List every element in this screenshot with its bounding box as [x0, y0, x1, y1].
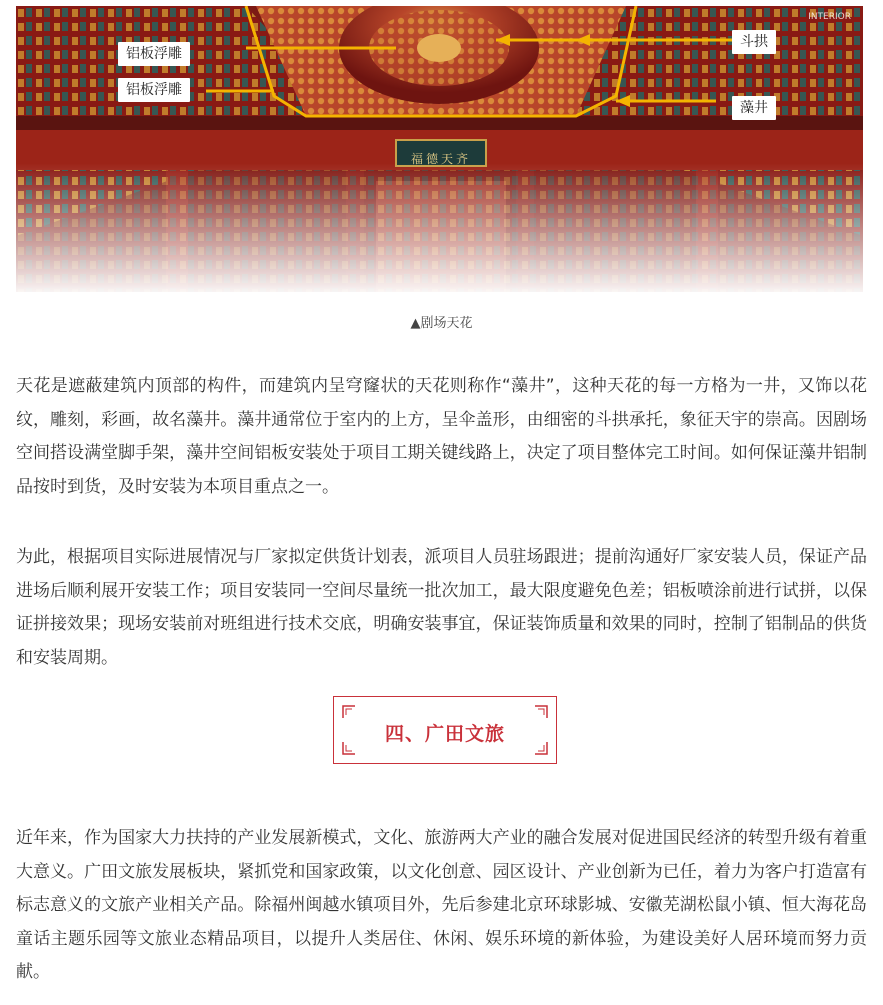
section-heading-box: [333, 696, 557, 764]
corner-ornament-icon: [534, 705, 548, 719]
callout-bracket-set: 斗拱: [732, 30, 776, 54]
callout-aluminum-relief-upper: 铝板浮雕: [118, 42, 190, 66]
paragraph-cultural-tourism: 近年来，作为国家大力扶持的产业发展新模式，文化、旅游两大产业的融合发展对促进国民经济的转型升级有着重大意义。广田文旅发展板块，紧抓党和国家政策，以文化创意、园区设计、产业创新为已任，着力为客户打造富有标志意义的文旅产业相关产品。除福州闽越水镇项目外，先后参建北京环球影城、安徽芜湖松鼠小镇、恒大海花岛童话主题乐园等文旅业态精品项目，以提升人类居住、休闲、娱乐环境的新体验，为建设美好人居环境而努力贡献。: [16, 828, 867, 983]
paragraph-supply-plan: 为此，根据项目实际进展情况与厂家拟定供货计划表，派项目人员驻场跟进；提前沟通好厂家安装人员，保证产品进场后顺利展开安装工作；项目安装同一空间尽量统一批次加工，最大限度避免色差；铝板喷涂前进行试拼，以保证拼接效果；现场安装前对班组进行技术交底，明确安装事宜，保证装饰质量和效果的同时，控制了铝制品的供货和安装周期。: [16, 547, 867, 668]
callout-caisson: 藻井: [732, 96, 776, 120]
stage-plaque: 福德天齐: [410, 152, 471, 166]
corner-ornament-icon: [342, 705, 356, 719]
callout-aluminum-relief-lower: 铝板浮雕: [118, 78, 190, 102]
theater-ceiling-photo: [16, 6, 863, 292]
photo-watermark: INTERIOR: [808, 12, 851, 22]
section-title: 四、广田文旅: [384, 723, 505, 745]
photo-caption: ▲剧场天花: [410, 316, 473, 331]
paragraph-ceiling: 天花是遮蔽建筑内顶部的构件，而建筑内呈穹窿状的天花则称作“藻井”，这种天花的每一方格为一井，又饰以花纹，雕刻，彩画，故名藻井。藻井通常位于室内的上方，呈伞盖形，由细密的斗拱承托，象征天宇的崇高。因剧场空间搭设满堂脚手架，藻井空间铝板安装处于项目工期关键线路上，决定了项目整体完工时间。如何保证藻井铝制品按时到货，及时安装为本项目重点之一。: [16, 376, 867, 497]
